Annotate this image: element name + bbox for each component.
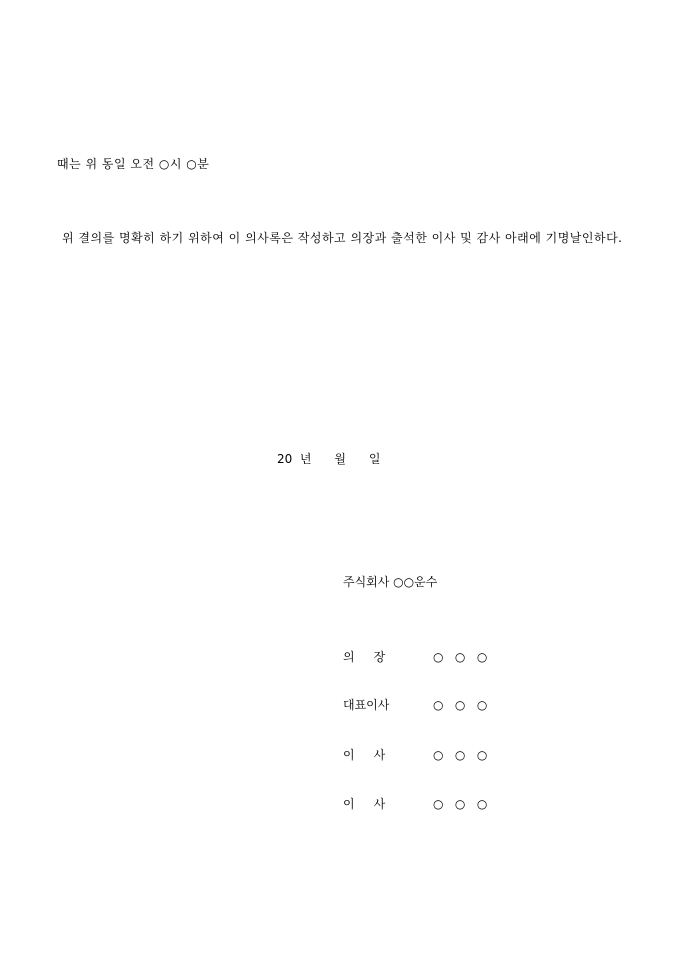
signatory-row [343,649,563,665]
signatory-title: 이 사 [343,797,386,811]
signatory-name: ○ ○ ○ [433,698,488,712]
signatory-name: ○ ○ ○ [433,748,488,762]
signatory-title: 대표이사 [343,698,390,712]
date-line: 20 년 월 일 [277,452,381,466]
signatory-title: 의 장 [343,650,386,664]
signatory-row [343,796,563,812]
signatory-name: ○ ○ ○ [433,650,488,664]
company-name: 주식회사 ○○운수 [343,575,438,589]
closing-paragraph: 위 결의를 명확히 하기 위하여 이 의사록은 작성하고 의장과 출석한 이사 및 감사 아래에 기명날인하다. [62,231,623,245]
meeting-time-line: 때는 위 동일 오전 ○시 ○분 [57,157,210,171]
signatory-title: 이 사 [343,748,386,762]
signatory-name: ○ ○ ○ [433,797,488,811]
signatory-row [343,747,563,763]
signatory-row [343,697,563,713]
